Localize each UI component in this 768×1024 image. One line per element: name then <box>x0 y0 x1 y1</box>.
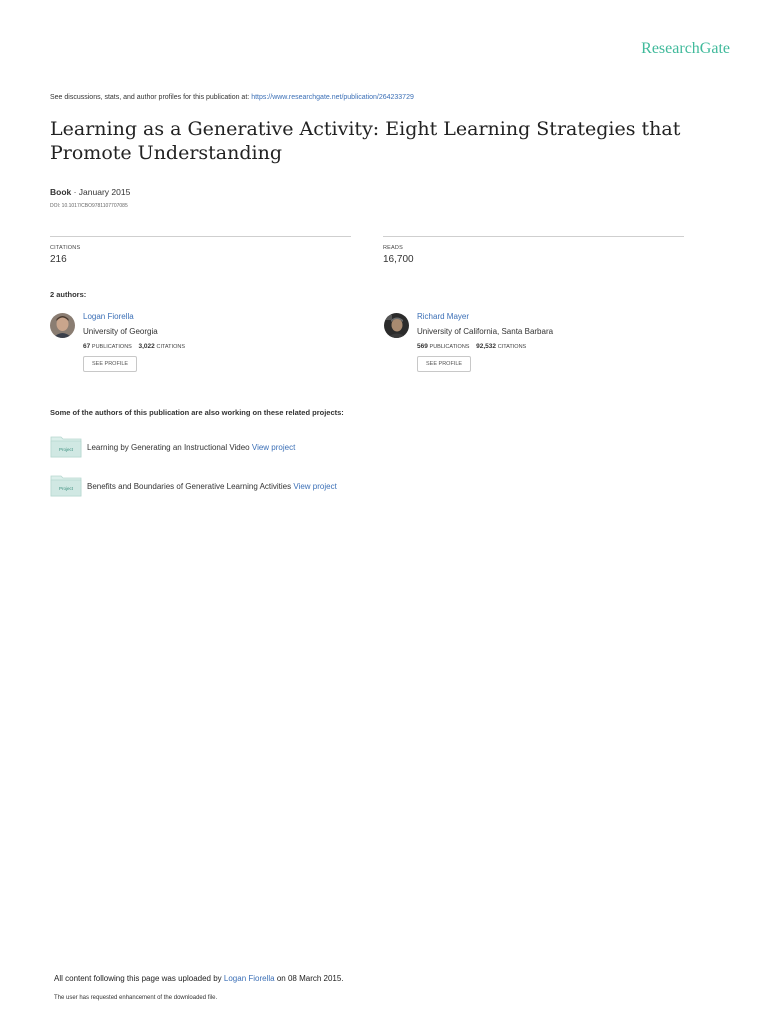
author-name-link[interactable]: Logan Fiorella <box>83 312 134 321</box>
publication-meta <box>50 187 130 197</box>
author-citations-count: 92,532 <box>476 343 497 350</box>
project-item <box>50 434 450 460</box>
author-institution: University of California, Santa Barbara <box>417 327 554 336</box>
upload-prefix: All content following this page was uploaded by <box>54 974 222 983</box>
view-project-link[interactable]: View project <box>293 482 337 491</box>
publication-date: · January 2015 <box>71 187 131 197</box>
projects-heading: Some of the authors of this publication are also working on these related projects: <box>50 408 344 417</box>
author-publications-label: PUBLICATIONS <box>429 344 470 350</box>
folder-icon <box>50 473 82 497</box>
upload-line <box>54 974 344 983</box>
uploader-link[interactable]: Logan Fiorella <box>223 974 275 983</box>
researchgate-logo[interactable]: ResearchGate <box>641 40 730 57</box>
citations-value: 216 <box>50 254 67 265</box>
author-citations-count: 3,022 <box>138 343 155 350</box>
citations-label: CITATIONS <box>50 245 81 251</box>
author-citations-label: CITATIONS <box>497 344 527 350</box>
author-institution: University of Georgia <box>83 327 158 336</box>
author-card <box>384 312 684 382</box>
reads-stat <box>383 236 684 265</box>
view-project-link[interactable]: View project <box>251 443 296 452</box>
source-line <box>50 94 414 101</box>
publication-doi: DOI: 10.1017/CBO9781107707085 <box>50 203 128 209</box>
author-publications-count: 569 <box>417 343 428 350</box>
author-publications-count: 67 <box>83 343 91 350</box>
project-title: Learning by Generating an Instructional Video <box>87 443 250 452</box>
publication-title: Learning as a Generative Activity: Eight Learning Strategies that Promote Understanding <box>50 118 681 164</box>
folder-label: Project <box>58 447 74 452</box>
reads-value: 16,700 <box>383 254 414 265</box>
project-item <box>50 473 450 499</box>
avatar[interactable] <box>50 313 75 338</box>
avatar[interactable] <box>384 313 409 338</box>
author-card <box>50 312 350 382</box>
author-stats <box>83 343 190 350</box>
enhancement-note: The user has requested enhancement of the downloaded file. <box>54 995 218 1001</box>
publication-type: Book <box>50 187 72 197</box>
project-title: Benefits and Boundaries of Generative Learning Activities <box>87 482 292 491</box>
author-name-link[interactable]: Richard Mayer <box>417 312 470 321</box>
author-publications-label: PUBLICATIONS <box>91 344 132 350</box>
see-profile-button[interactable]: SEE PROFILE <box>83 356 137 372</box>
authors-heading: 2 authors: <box>50 290 87 299</box>
folder-icon <box>50 434 82 458</box>
see-profile-button[interactable]: SEE PROFILE <box>417 356 471 372</box>
citations-stat <box>50 236 351 265</box>
author-stats <box>417 343 553 350</box>
folder-label: Project <box>58 486 74 491</box>
author-citations-label: CITATIONS <box>156 344 185 350</box>
reads-label: READS <box>383 245 403 251</box>
source-prefix: See discussions, stats, and author profiles for this publication at: <box>50 94 250 101</box>
upload-suffix: on 08 March 2015. <box>276 974 344 983</box>
publication-url-link[interactable]: https://www.researchgate.net/publication/264233729 <box>251 94 414 101</box>
